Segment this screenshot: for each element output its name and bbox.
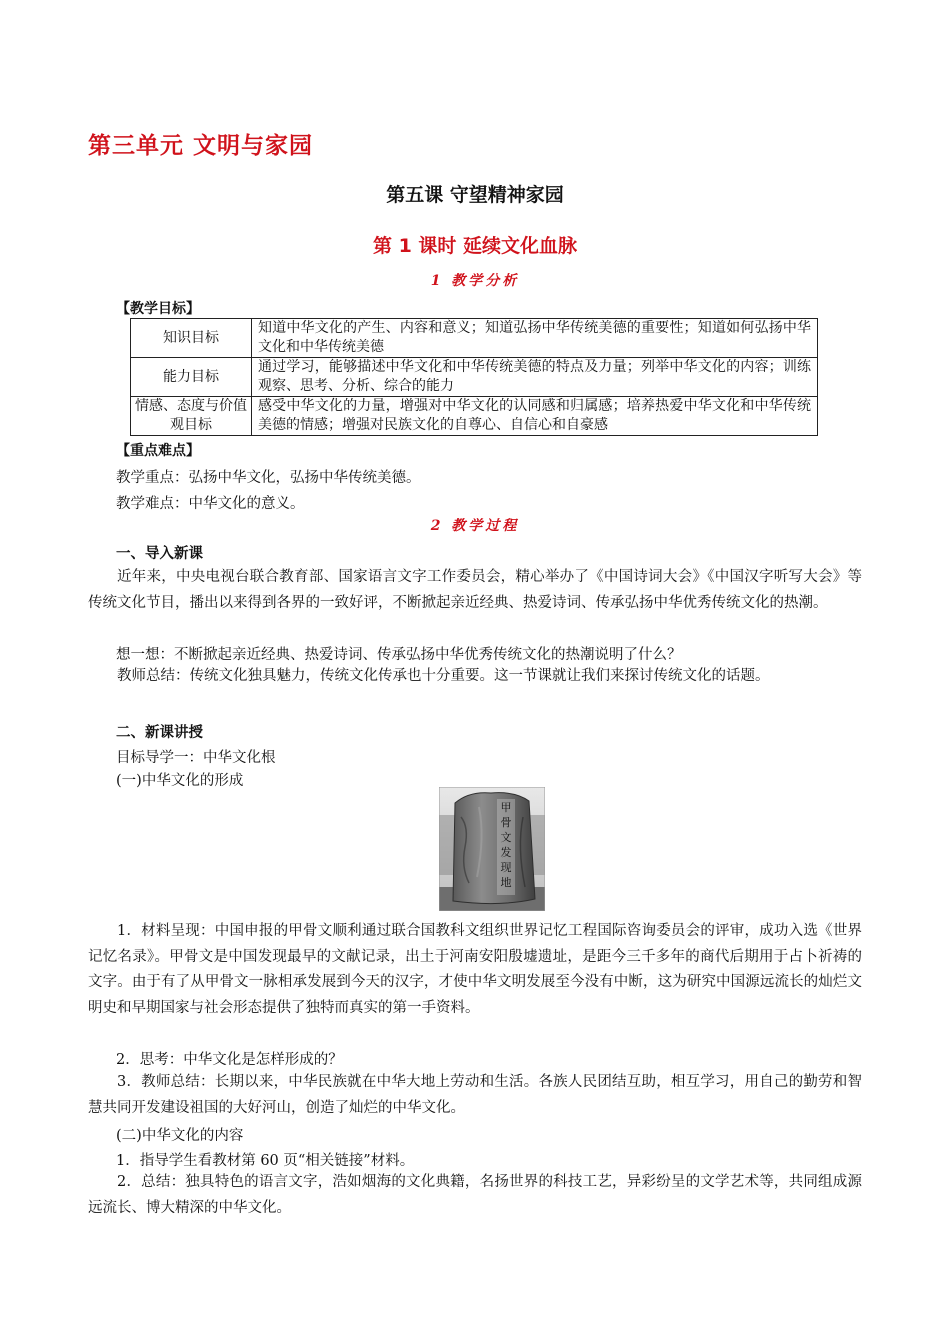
lesson-title: 第五课 守望精神家园: [386, 184, 564, 206]
section-title-process: 2 教学过程: [430, 518, 520, 534]
guide-item: 1．指导学生看教材第 60 页“相关链接”材料。: [116, 1153, 415, 1169]
think-line: [116, 643, 682, 664]
stone-char: 地: [500, 876, 512, 889]
stone-char: 发: [500, 846, 512, 859]
stone-char: 骨: [500, 816, 512, 829]
stone-char: 现: [500, 861, 512, 874]
stone-char: 文: [500, 831, 512, 844]
period-title: 第 1 课时 延续文化血脉: [372, 235, 578, 257]
intro-paragraph: 近年来，中央电视台联合教育部、国家语言文字工作委员会，精心举办了《中国诗词大会》《中国汉字听写大会》等传统文化节目，播出以来得到各界的一致好评，不断掀起亲近经典、热爱诗词、传承弘扬中华优秀传统文化的热潮。: [88, 569, 862, 611]
table-row: [131, 319, 818, 358]
key-heading: 【重点难点】: [116, 443, 200, 459]
sub1-title: (一)中华文化的形成: [116, 773, 244, 789]
goal-label: 情感、态度与价值观目标: [131, 397, 252, 436]
goal-label: 知识目标: [131, 319, 252, 358]
stone-illustration: [439, 787, 545, 911]
table-row: [131, 397, 818, 436]
unit-title: 第三单元 文明与家园: [88, 133, 314, 159]
goal1-title: 目标导学一：中华文化根: [116, 750, 276, 766]
summary-label: 教师总结：: [117, 668, 190, 684]
think-label: 想一想：: [116, 647, 174, 663]
key-point: 教学重点：弘扬中华文化，弘扬中华传统美德。: [116, 470, 421, 486]
stone-char: 甲: [500, 801, 512, 814]
think-text: 不断掀起亲近经典、热爱诗词、传承弘扬中华优秀传统文化的热潮说明了什么？: [174, 647, 682, 663]
teacher-summary: 3．教师总结：长期以来，中华民族就在中华大地上劳动和生活。各族人民团结互助，相互学习，用自己的勤劳和智慧共同开发建设祖国的大好河山，创造了灿烂的中华文化。: [88, 1074, 862, 1116]
goals-table: [130, 318, 818, 436]
content-summary: 2．总结：独具特色的语言文字，浩如烟海的文化典籍，名扬世界的科技工艺，异彩纷呈的文学艺术等，共同组成源远流长、博大精深的中华文化。: [88, 1174, 862, 1216]
goal-content: 知道中华文化的产生、内容和意义；知道弘扬中华传统美德的重要性；知道如何弘扬中华文化和中华传统美德: [252, 319, 818, 358]
think-question: 2．思考：中华文化是怎样形成的？: [116, 1052, 343, 1068]
goal-content: 感受中华文化的力量，增强对中华文化的认同感和归属感；培养热爱中华文化和中华传统美德的情感；增强对民族文化的自尊心、自信心和自豪感: [252, 397, 818, 436]
summary-text: 传统文化独具魅力，传统文化传承也十分重要。这一节课就让我们来探讨传统文化的话题。: [189, 668, 770, 684]
section-title-analysis: 1 教学分析: [430, 273, 520, 289]
part1-title: 一、导入新课: [116, 546, 203, 562]
table-row: [131, 358, 818, 397]
material-paragraph: 1．材料呈现：中国申报的甲骨文顺利通过联合国教科文组织世界记忆工程国际咨询委员会的评审，成功入选《世界记忆名录》。甲骨文是中国发现最早的文献记录，出土于河南安阳殷墟遗址，是距今三千多年的商代后期用于占卜祈祷的文字。由于有了从甲骨文一脉相承发展到今天的汉字，才使中华文明发展至今没有中断，这为研究中国源远流长的灿烂文明史和早期国家与社会形态提供了独特而真实的第一手资料。: [88, 923, 862, 1016]
difficult-point: 教学难点：中华文化的意义。: [116, 496, 305, 512]
sub2-title: (二)中华文化的内容: [116, 1128, 244, 1144]
goals-heading: 【教学目标】: [116, 301, 200, 317]
goal-label: 能力目标: [131, 358, 252, 397]
part2-title: 二、新课讲授: [116, 725, 203, 741]
oracle-bone-stone-image: [439, 787, 545, 911]
summary-paragraph: [88, 664, 862, 690]
goal-content: 通过学习，能够描述中华文化和中华传统美德的特点及力量；列举中华文化的内容；训练观察、思考、分析、综合的能力: [252, 358, 818, 397]
